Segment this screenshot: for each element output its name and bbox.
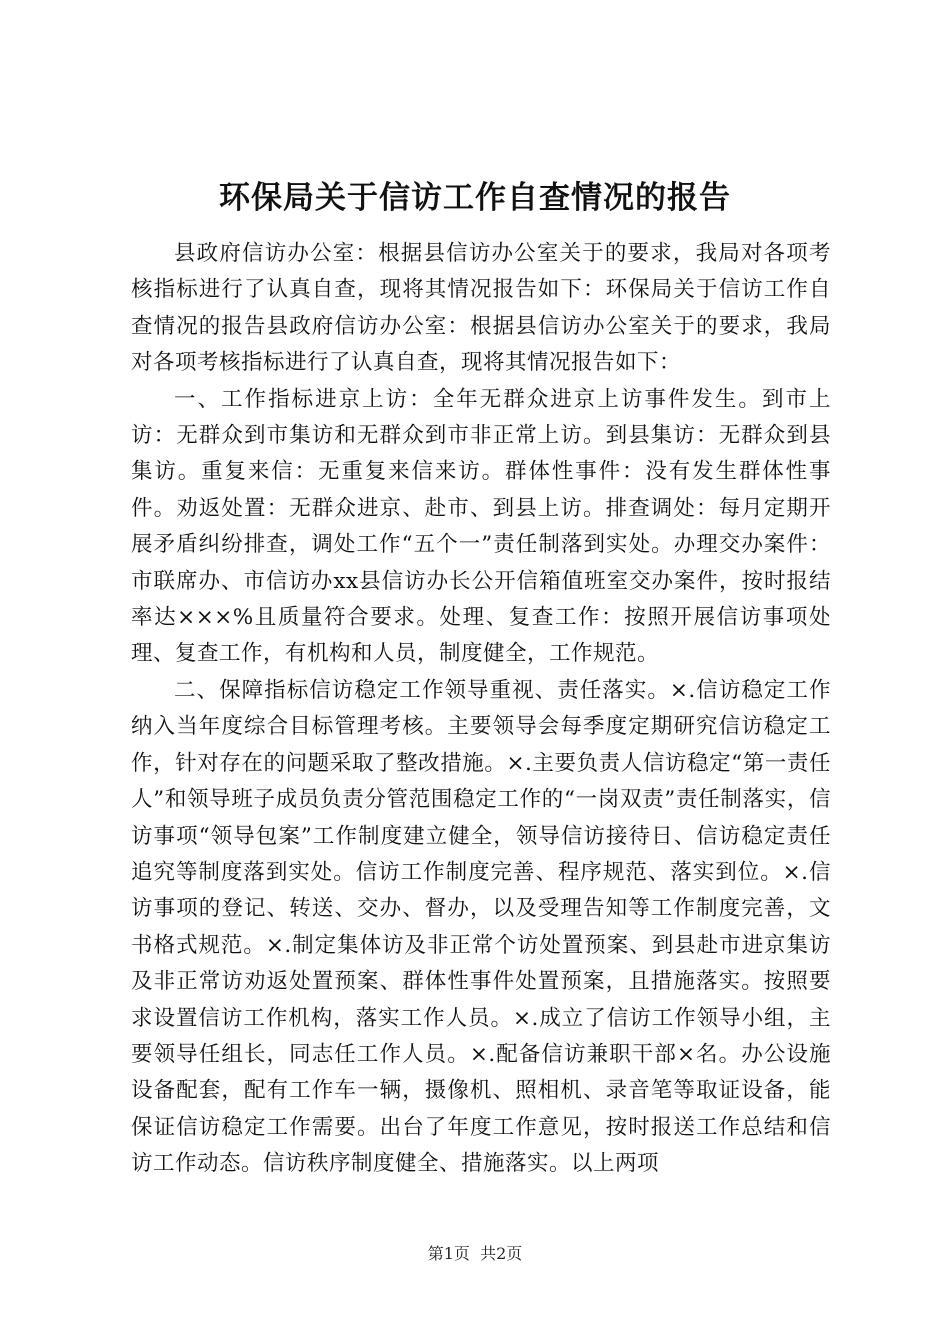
document-body bbox=[131, 236, 831, 1183]
paragraph-intro: 县政府信访办公室：根据县信访办公室关于的要求，我局对各项考核指标进行了认真自查，现将其情况报告如下：环保局关于信访工作自查情况的报告县政府信访办公室：根据县信访办公室关于的要求，我局对各项考核指标进行了认真自查，现将其情况报告如下： bbox=[131, 241, 831, 376]
document-title: 环保局关于信访工作自查情况的报告 bbox=[219, 180, 731, 216]
paragraph-guarantee-indicators: 二、保障指标信访稳定工作领导重视、责任落实。×.信访稳定工作纳入当年度综合目标管理考核。主要领导会每季度定期研究信访稳定工作，针对存在的问题采取了整改措施。×.主要负责人信访稳定“第一责任人”和领导班子成员负责分管范围稳定工作的“一岗双责”责任制落实，信访事项“领导包案”工作制度建立健全，领导信访接待日、信访稳定责任追究等制度落到实处。信访工作制度完善、程序规范、落实到位。×.信访事项的登记、转送、交办、督办，以及受理告知等工作制度完善，文书格式规范。×.制定集体访及非正常个访处置预案、到县赴市进京集访及非正常访劝返处置预案、群体性事件处置预案，且措施落实。按照要求设置信访工作机构，落实工作人员。×.成立了信访工作领导小组，主要领导任组长，同志任工作人员。×.配备信访兼职干部×名。办公设施设备配套，配有工作车一辆，摄像机、照相机、录音笔等取证设备，能保证信访稳定工作需要。出台了年度工作意见，按时报送工作总结和信访工作动态。信访秩序制度健全、措施落实。以上两项 bbox=[131, 677, 831, 1177]
paragraph-work-indicators: 一、工作指标进京上访：全年无群众进京上访事件发生。到市上访：无群众到市集访和无群众到市非正常上访。到县集访：无群众到县集访。重复来信：无重复来信来访。群体性事件：没有发生群体性事件。劝返处置：无群众进京、赴市、到县上访。排查调处：每月定期开展矛盾纠纷排查，调处工作“五个一”责任制落到实处。办理交办案件：市联席办、市信访办xx县信访办长公开信箱值班室交办案件，按时报结率达×××%且质量符合要求。处理、复查工作：按照开展信访事项处理、复查工作，有机构和人员，制度健全，工作规范。 bbox=[131, 386, 831, 667]
page-footer bbox=[0, 1244, 950, 1264]
page-number-current: 第1页 bbox=[427, 1244, 470, 1263]
page-number-total: 共2页 bbox=[480, 1244, 523, 1263]
